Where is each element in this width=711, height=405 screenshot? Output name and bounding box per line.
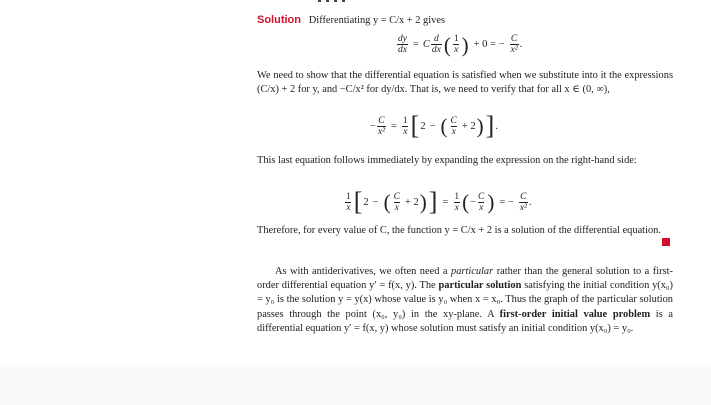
frac-d-dx: $\frac{d}{dx}$ — [431, 34, 441, 55]
term-initial-value-problem: first-order initial value problem — [499, 308, 651, 320]
term-particular-solution: particular solution — [438, 280, 522, 292]
solution-line — [257, 13, 673, 28]
paragraph-substitute: We need to show that the differential equation is satisfied when we substitute into it the expressions (C/x) + 2 for y, and −C/x² for dy/dx. That is, we need to verify that for all x ∈ (0, ∞), — [257, 70, 673, 96]
paragraph-initial-value: As with antiderivatives, we often need a particular rather than the general solution to a first-order differential equation y′ = f(x, y). The particular solution satisfying the initial condition y(x₀) = y₀ is the solution y = y(x) whose value is y₀ when x = x₀. Thus the graph of the particular solution passes through the point (x₀, y₀) in the xy-plane. A first-order initial value problem is a differential equation y′ = f(x, y) whose solution must satisfy an initial condition y(x₀) = y₀. — [257, 266, 674, 334]
equation-verify: − $\frac{C}{\text{x²}}$ = $\frac{1}{x}$ [ 2 − ( $\frac{C}{x}$ + 2 ) ] . — [370, 111, 498, 140]
equation-expand: $\frac{1}{x}$ [ 2 − ( $\frac{C}{x}$ + 2 ) ] = $\frac{1}{x}$ ( − $\frac{C}{x}$ ) = − $\frac{C}{\text{x²}}$ . — [346, 187, 532, 216]
equation-derivative: $\frac{dy}{dx}$ = C $\frac{d}{dx}$ ( $\frac{1}{x}$ ) + 0 = − $\frac{C}{\text{x²}}$ . — [398, 32, 523, 57]
solution-intro: Differentiating y = C/x + 2 gives — [308, 15, 445, 26]
term-particular: particular — [451, 266, 494, 277]
paragraph-conclusion: Therefore, for every value of C, the function y = C/x + 2 is a solution of the differential equation. — [257, 225, 661, 236]
frac-C-x2: $\frac{C}{\text{x²}}$ — [510, 34, 518, 55]
page-top-marks — [318, 0, 348, 3]
paragraph-expand: This last equation follows immediately by expanding the expression on the right-hand side: — [257, 155, 637, 166]
end-of-solution-marker — [662, 238, 670, 246]
frac-dy-dx: $\frac{dy}{dx}$ — [398, 34, 407, 55]
frac-1-x: $\frac{1}{x}$ — [453, 34, 459, 55]
solution-label: Solution — [257, 14, 301, 26]
